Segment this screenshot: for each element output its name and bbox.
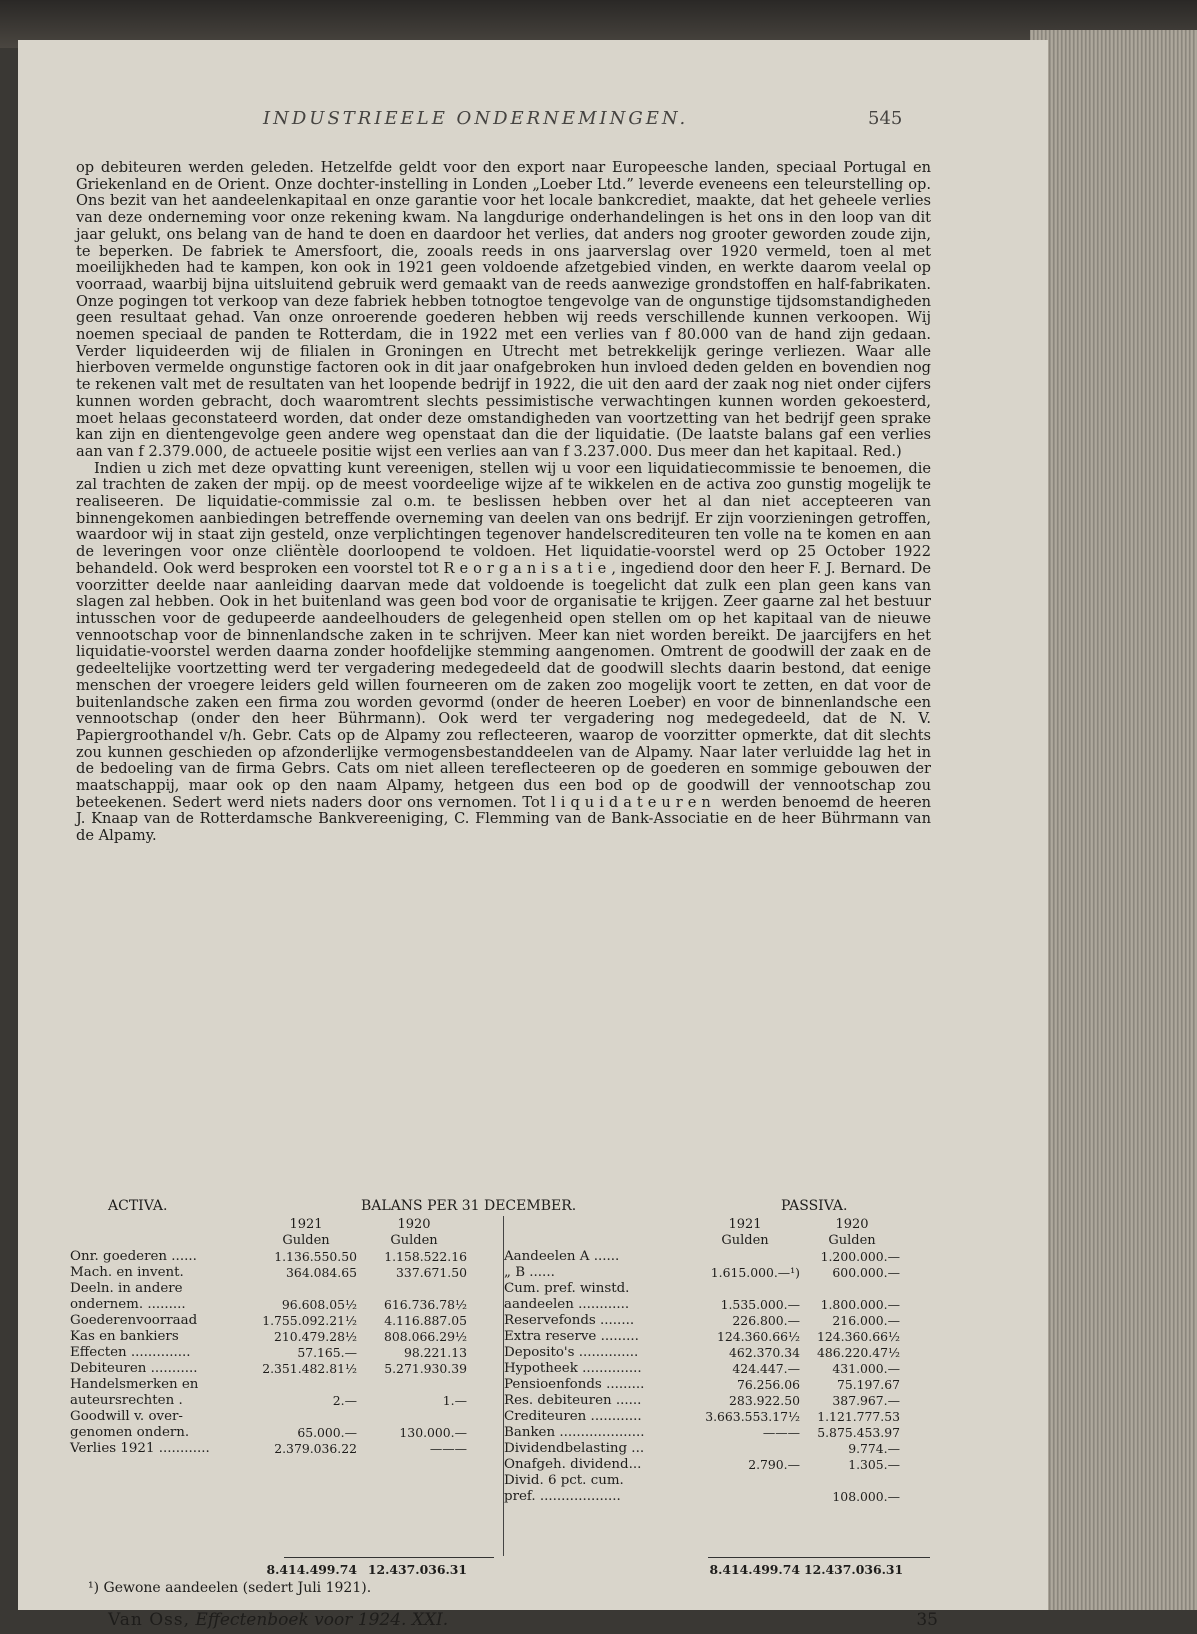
- activa-1921: 364.084.65: [286, 1265, 357, 1280]
- activa-unit-1921: Gulden: [282, 1233, 330, 1248]
- activa-1920: [359, 1409, 469, 1425]
- passiva-label: Divid. 6 pct. cum.: [504, 1473, 624, 1488]
- footer-sheet-number: 35: [916, 1610, 938, 1630]
- activa-heading: ACTIVA.: [108, 1198, 168, 1214]
- passiva-1920: 216.000.—: [832, 1313, 900, 1328]
- activa-row: [68, 1425, 469, 1441]
- passiva-unit-1921: Gulden: [721, 1233, 769, 1248]
- passiva-1920: 486.220.47½: [817, 1345, 900, 1360]
- passiva-1920: 1.200.000.—: [820, 1249, 900, 1264]
- running-header: [18, 108, 1048, 138]
- paragraph-2-part-3: werden benoemd de heeren J. Knaap van de Rotterdamsche Bankvereeniging, C. Flemming van de Bank-Associatie en de heer Bührmann van de Alpamy.: [76, 793, 931, 845]
- footer-volume: XXI.: [411, 1610, 449, 1630]
- passiva-label: Onafgeh. dividend...: [504, 1457, 642, 1472]
- activa-1920: 808.066.29½: [384, 1329, 467, 1344]
- passiva-total-1921: 8.414.499.74: [709, 1562, 800, 1577]
- activa-label: Onr. goederen ......: [70, 1249, 197, 1264]
- activa-unit-header: [68, 1233, 469, 1249]
- footnote: ¹) Gewone aandeelen (sedert Juli 1921).: [88, 1580, 372, 1596]
- passiva-1920: 5.875.453.97: [817, 1425, 900, 1440]
- passiva-label: Hypotheek ..............: [504, 1361, 642, 1376]
- activa-row: [68, 1297, 469, 1313]
- activa-1921: 65.000.—: [297, 1425, 357, 1440]
- activa-label: Deeln. in andere: [70, 1281, 183, 1296]
- passiva-1921: [688, 1281, 802, 1297]
- activa-label: Verlies 1921 ............: [70, 1441, 210, 1456]
- passiva-row: [502, 1313, 902, 1329]
- passiva-row: [502, 1377, 902, 1393]
- passiva-col-1921: 1921: [728, 1217, 762, 1232]
- activa-label: Effecten ..............: [70, 1345, 191, 1360]
- activa-row: [68, 1329, 469, 1345]
- activa-1920: 4.116.887.05: [384, 1313, 467, 1328]
- passiva-1920: 431.000.—: [832, 1361, 900, 1376]
- passiva-1920: [802, 1473, 902, 1489]
- passiva-label: Extra reserve .........: [504, 1329, 639, 1344]
- activa-table: [68, 1217, 469, 1457]
- activa-col-1920: 1920: [397, 1217, 431, 1232]
- passiva-1920: 1.800.000.—: [820, 1297, 900, 1312]
- activa-col-1921: 1921: [289, 1217, 323, 1232]
- activa-totals: [68, 1562, 469, 1578]
- passiva-unit-header: [502, 1233, 902, 1249]
- running-header-title: INDUSTRIEELE ONDERNEMINGEN.: [263, 108, 689, 129]
- passiva-1920: 1.121.777.53: [817, 1409, 900, 1424]
- activa-row: [68, 1265, 469, 1281]
- passiva-label: pref. ...................: [504, 1489, 621, 1504]
- page-edges: [1030, 30, 1197, 1610]
- passiva-row: [502, 1329, 902, 1345]
- passiva-row: [502, 1393, 902, 1409]
- activa-1920: 130.000.—: [399, 1425, 467, 1440]
- passiva-1921: 2.790.—: [748, 1457, 800, 1472]
- passiva-row: [502, 1489, 902, 1505]
- activa-label: Goodwill v. over-: [70, 1409, 183, 1424]
- spaced-term-liquidateuren: liquidateuren: [551, 793, 716, 811]
- passiva-1920: [802, 1281, 902, 1297]
- activa-1921: 2.—: [332, 1393, 357, 1408]
- activa-label: Debiteuren ...........: [70, 1361, 198, 1376]
- activa-label: Mach. en invent.: [70, 1265, 184, 1280]
- passiva-label: „ B ......: [504, 1265, 555, 1280]
- activa-1920: 337.671.50: [396, 1265, 467, 1280]
- passiva-row: [502, 1297, 902, 1313]
- passiva-1921: 76.256.06: [736, 1377, 800, 1392]
- footer-author: Van Oss,: [108, 1610, 190, 1630]
- article-body: [76, 160, 931, 845]
- passiva-1921: ———: [762, 1425, 800, 1440]
- activa-row: [68, 1313, 469, 1329]
- paragraph-2-part-1: Indien u zich met deze opvatting kunt vereenigen, stellen wij u voor een liquidatiecommissie te benoemen, die zal trachten de zaken der mpij. op de meest voordeelige wijze af te wikkelen en de activa zoo gunstig mogelijk te realiseeren. De liquidatie-commissie zal o.m. te beslissen hebben over het al dan niet accepteeren van binnengekomen aanbiedingen betreffende overneming van deelen van ons bedrijf. Er zijn voorzieningen getroffen, waardoor wij in staat zijn gesteld, onze verplichtingen tegenover handelscrediteuren ten volle na te komen en aan de leveringen voor onze cliëntèle doorloopend te voldoen. Het liquidatie-voorstel werd op 25 October 1922 behandeld. Ook werd besproken een voorstel tot: [76, 459, 931, 577]
- activa-label: auteursrechten .: [70, 1393, 183, 1408]
- activa-1921: [253, 1377, 359, 1393]
- activa-unit-1920: Gulden: [390, 1233, 438, 1248]
- passiva-heading: PASSIVA.: [781, 1198, 848, 1214]
- passiva-row: [502, 1249, 902, 1265]
- passiva-row: [502, 1265, 902, 1281]
- passiva-year-header: [502, 1217, 902, 1233]
- passiva-label: aandeelen ............: [504, 1297, 630, 1312]
- page-footer: [108, 1610, 938, 1634]
- passiva-1921: 424.447.—: [732, 1361, 800, 1376]
- activa-row: [68, 1409, 469, 1425]
- passiva-label: Pensioenfonds .........: [504, 1377, 645, 1392]
- passiva-row: [502, 1441, 902, 1457]
- passiva-1921: 1.535.000.—: [720, 1297, 800, 1312]
- passiva-1920: 75.197.67: [836, 1377, 900, 1392]
- activa-row: [68, 1249, 469, 1265]
- passiva-row: [502, 1361, 902, 1377]
- passiva-row: [502, 1457, 902, 1473]
- activa-1920: 616.736.78½: [384, 1297, 467, 1312]
- activa-1920: 1.—: [442, 1393, 467, 1408]
- passiva-row: [502, 1425, 902, 1441]
- activa-1920: 98.221.13: [403, 1345, 467, 1360]
- passiva-1921: 3.663.553.17½: [705, 1409, 800, 1424]
- activa-1921: 2.351.482.81½: [262, 1361, 357, 1376]
- passiva-1920: 124.360.66½: [817, 1329, 900, 1344]
- activa-1921: 57.165.—: [297, 1345, 357, 1360]
- passiva-1920: 387.967.—: [832, 1393, 900, 1408]
- activa-1921: 96.608.05½: [281, 1297, 357, 1312]
- activa-row: [68, 1377, 469, 1393]
- passiva-1920: 108.000.—: [832, 1489, 900, 1504]
- activa-total-rule: [284, 1557, 494, 1558]
- balance-headings: [76, 1198, 931, 1216]
- passiva-row: [502, 1473, 902, 1489]
- passiva-label: Deposito's ..............: [504, 1345, 639, 1360]
- passiva-label: Reservefonds ........: [504, 1313, 635, 1328]
- footer-book: Effectenboek voor 1924.: [195, 1610, 407, 1630]
- passiva-1921: [688, 1473, 802, 1489]
- activa-total-1921: 8.414.499.74: [266, 1562, 357, 1577]
- passiva-label: Crediteuren ............: [504, 1409, 642, 1424]
- activa-row: [68, 1441, 469, 1457]
- passiva-1920: 9.774.—: [848, 1441, 900, 1456]
- activa-1920: 5.271.930.39: [384, 1361, 467, 1376]
- activa-row: [68, 1281, 469, 1297]
- passiva-1921: 226.800.—: [732, 1313, 800, 1328]
- activa-1920: ———: [429, 1441, 467, 1456]
- passiva-label: Dividendbelasting ...: [504, 1441, 645, 1456]
- passiva-1921: 283.922.50: [729, 1393, 800, 1408]
- activa-1920: 1.158.522.16: [384, 1249, 467, 1264]
- passiva-1920: 1.305.—: [848, 1457, 900, 1472]
- passiva-unit-1920: Gulden: [828, 1233, 876, 1248]
- passiva-label: Cum. pref. winstd.: [504, 1281, 630, 1296]
- balance-title: BALANS PER 31 DECEMBER.: [361, 1198, 577, 1214]
- passiva-row: [502, 1409, 902, 1425]
- passiva-row: [502, 1345, 902, 1361]
- activa-row: [68, 1345, 469, 1361]
- activa-1921: [253, 1281, 359, 1297]
- passiva-total-1920: 12.437.036.31: [804, 1562, 904, 1577]
- activa-label: Goederenvoorraad: [70, 1313, 198, 1328]
- passiva-table: [502, 1217, 902, 1505]
- book-page: [18, 40, 1048, 1630]
- passiva-1920: 600.000.—: [832, 1265, 900, 1280]
- passiva-1921: 124.360.66½: [717, 1329, 800, 1344]
- paragraph-2-part-2: , ingediend door den heer F. J. Bernard. De voorzitter deelde naar aanleiding daarvan mede dat voldoende is toegelicht dat zulk een plan geen kans van slagen zal hebben. Ook in het buitenland was geen bod voor de organisatie te krijgen. Zeer gaarne zal het bestuur intusschen voor de gedupeerde aandeelhouders de gelegenheid open stellen om op het kapitaal van de nieuwe vennootschap voor de binnenlandsche zaken in te schrijven. Meer kan niet worden bereikt. De jaarcijfers en het liquidatie-voorstel werden daarna zonder hoofdelijke stemming aangenomen. Omtrent de goodwill der zaak en de gedeeltelijke voortzetting werd ter vergadering medegedeeld dat de goodwill slechts daarin bestond, dat eenige menschen der vroegere leiders geld willen fourneeren om de zaken zoo mogelijk voort te zetten, en dat voor de buitenlandsche zaken een firma zou worden gevormd (onder de heeren Loeber) en voor de binnenlandsche een vennootschap (onder den heer Bührmann). Ook werd ter vergadering nog medegedeeld, dat de N. V. Papiergroothandel v/h. Gebr. Cats op de Alpamy zou reflecteeren, waarop de voorzitter opmerkte, dat dit slechts zou kunnen geschieden op afzonderlijke vermogensbestanddeelen van de Alpamy. Naar later verluidde lag het in de bedoeling van de firma Gebrs. Cats om niet alleen tereflecteeren op de goederen en sommige gebouwen der maatschappij, maar ook op den naam Alpamy, hetgeen dus een bod op de goodwill der vennootschap zou beteekenen. Sedert werd niets naders door ons vernomen. Tot: [76, 559, 931, 811]
- footer-citation: [108, 1610, 448, 1630]
- activa-1921: 1.755.092.21½: [262, 1313, 357, 1328]
- passiva-col-1920: 1920: [835, 1217, 869, 1232]
- activa-row: [68, 1393, 469, 1409]
- activa-label: Kas en bankiers: [70, 1329, 179, 1344]
- passiva-total-rule: [708, 1557, 930, 1558]
- passiva-row: [502, 1281, 902, 1297]
- passiva-1921: [688, 1441, 802, 1457]
- spaced-term-reorganisatie: Reorganisatie: [443, 559, 612, 577]
- activa-total-1920: 12.437.036.31: [367, 1562, 467, 1577]
- passiva-label: Aandeelen A ......: [504, 1249, 620, 1264]
- activa-label: genomen ondern.: [70, 1425, 190, 1440]
- paragraph-1: op debiteuren werden geleden. Hetzelfde geldt voor den export naar Europeesche landen, speciaal Portugal en Griekenland en de Orient. Onze dochter-instelling in Londen „Loeber Ltd.” leverde eveneens een teleurstelling op. Ons bezit van het aandeelenkapitaal en onze garantie voor het locale bankcrediet, maakte, dat het geheele verlies van deze onderneming voor onze rekening kwam. Na langdurige onderhandelingen is het ons in den loop van dit jaar gelukt, ons belang van de hand te doen en daardoor het verlies, dat anders nog grooter geworden zoude zijn, te beperken. De fabriek te Amersfoort, die, zooals reeds in ons jaarverslag over 1920 vermeld, toen al met moeilijkheden had te kampen, kon ook in 1921 geen voldoende afzetgebied vinden, en werkte daarom veelal op voorraad, waarbij bijna uitsluitend gebruik werd gemaakt van de reeds aanwezige grondstoffen en half-fabrikaten. Onze pogingen tot verkoop van deze fabriek hebben totnogtoe tengevolge van de ongunstige tijdsomstandigheden geen resultaat gehad. Van onze onroerende goederen hebben wij reeds verschillende kunnen verkoopen. Wij noemen speciaal de panden te Rotterdam, die in 1922 met een verlies van f 80.000 van de hand zijn gedaan. Verder liquideerden wij de filialen in Groningen en Utrecht met betrekkelijk geringe verliezen. Waar alle hierboven vermelde ongunstige factoren ook in dit jaar onafgebroken hun invloed deden gelden en bovendien nog te rekenen valt met de resultaten van het loopende bedrijf in 1922, die uit den aard der zaak nog niet onder cijfers kunnen worden gebracht, doch waaromtrent slechts pessimistische verwachtingen kunnen worden gekoesterd, moet helaas geconstateerd worden, dat onder deze omstandigheden van voortzetting van het bedrijf geen sprake kan zijn en dientengevolge geen andere weg openstaat dan die der liquidatie. (De laatste balans gaf een verlies aan van f 2.379.000, de actueele positie wijst een verlies aan van f 3.237.000. Dus meer dan het kapitaal. Red.): [76, 159, 931, 460]
- passiva-1921: [688, 1249, 802, 1265]
- page-number: 545: [868, 108, 903, 129]
- activa-1921: [253, 1409, 359, 1425]
- passiva-1921: [688, 1489, 802, 1505]
- passiva-totals: [502, 1562, 905, 1578]
- passiva-1921: 1.615.000.—¹): [710, 1265, 800, 1280]
- activa-row: [68, 1361, 469, 1377]
- activa-label: ondernem. .........: [70, 1297, 186, 1312]
- paragraph-2: [76, 461, 931, 845]
- activa-1921: 1.136.550.50: [274, 1249, 357, 1264]
- activa-year-header: [68, 1217, 469, 1233]
- passiva-1921: 462.370.34: [729, 1345, 800, 1360]
- activa-1921: 2.379.036.22: [274, 1441, 357, 1456]
- activa-1920: [359, 1281, 469, 1297]
- activa-1920: [359, 1377, 469, 1393]
- passiva-label: Banken ....................: [504, 1425, 645, 1440]
- activa-1921: 210.479.28½: [274, 1329, 357, 1344]
- activa-label: Handelsmerken en: [70, 1377, 199, 1392]
- passiva-label: Res. debiteuren ......: [504, 1393, 642, 1408]
